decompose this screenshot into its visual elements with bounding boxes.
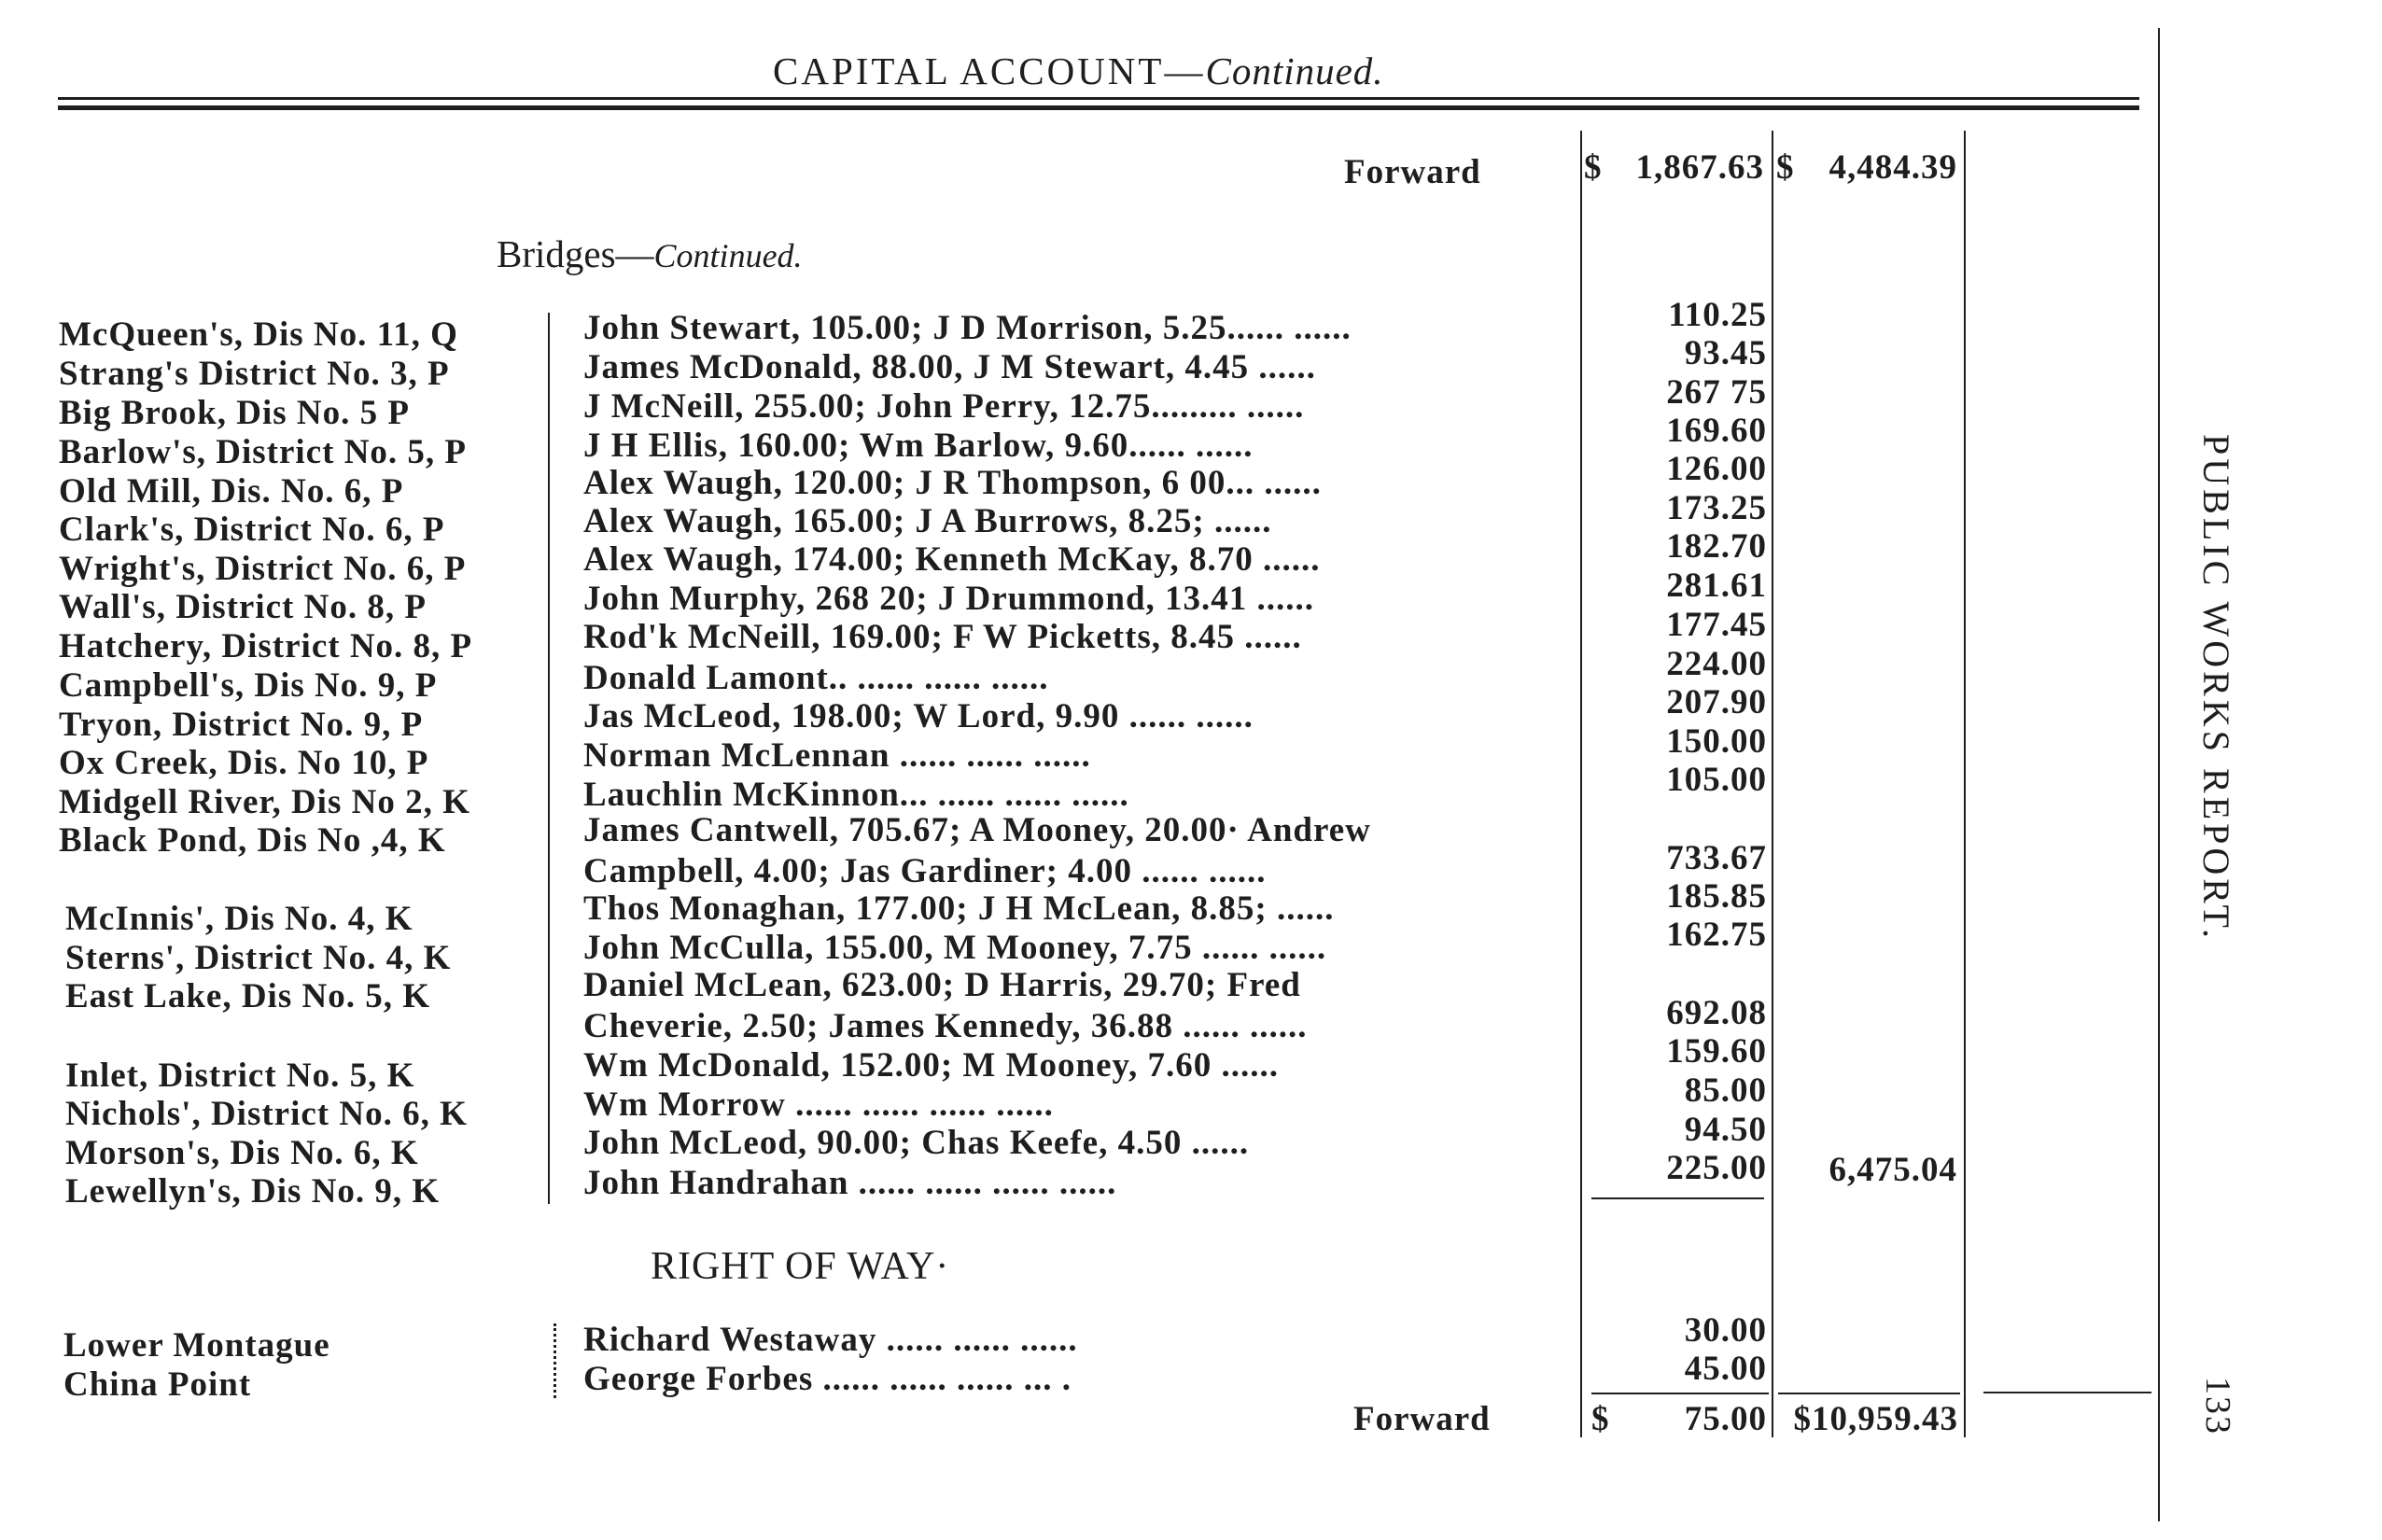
bridge-place: Clark's, District No. 6, P bbox=[59, 511, 445, 549]
bridge-place: Old Mill, Dis. No. 6, P bbox=[59, 472, 404, 511]
forward-top-label: Forward bbox=[1344, 153, 1481, 191]
forward-bottom-rule-2 bbox=[1778, 1393, 1960, 1394]
bridge-place: Barlow's, District No. 5, P bbox=[59, 433, 468, 471]
bridge-payees: Donald Lamont.. ...... ...... ...... bbox=[583, 659, 1049, 697]
place-payee-divider bbox=[548, 313, 550, 1204]
bridges-heading-main: Bridges bbox=[497, 232, 616, 275]
forward-top-col2: 4,484.39 bbox=[1829, 148, 1957, 187]
forward-top-dollar-1: $ bbox=[1584, 148, 1603, 187]
bridge-amount: 93.45 bbox=[1684, 334, 1767, 372]
bridge-amount: 281.61 bbox=[1666, 567, 1767, 605]
bridge-payees: John McLeod, 90.00; Chas Keefe, 4.50 ...... bbox=[583, 1124, 1250, 1162]
bridge-amount: 185.85 bbox=[1666, 877, 1767, 916]
bridge-amount: 225.00 bbox=[1666, 1149, 1767, 1187]
bridge-place: Big Brook, Dis No. 5 P bbox=[59, 394, 410, 432]
bridge-payees: James Cantwell, 705.67; A Mooney, 20.00· Andrew bbox=[583, 811, 1371, 849]
bridge-payees: Rod'k McNeill, 169.00; F W Picketts, 8.45 ...... bbox=[583, 618, 1302, 656]
bridge-amount: 105.00 bbox=[1666, 761, 1767, 799]
bridge-payees: Alex Waugh, 165.00; J A Burrows, 8.25; ...... bbox=[583, 502, 1272, 540]
bridges-heading bbox=[497, 231, 803, 276]
bridge-place: Ox Creek, Dis. No 10, P bbox=[59, 744, 429, 782]
forward-bottom-col2: $10,959.43 bbox=[1793, 1400, 1958, 1438]
bridges-subtotal-rule bbox=[1591, 1197, 1764, 1199]
forward-top-col1: 1,867.63 bbox=[1635, 148, 1764, 187]
forward-bottom-col1: 75.00 bbox=[1684, 1400, 1767, 1438]
bridge-place: Wright's, District No. 6, P bbox=[59, 550, 467, 588]
header-continued: Continued. bbox=[1205, 49, 1384, 92]
bridge-place: Lewellyn's, Dis No. 9, K bbox=[65, 1172, 441, 1211]
bridge-place: Black Pond, Dis No ,4, K bbox=[59, 821, 446, 860]
right-of-way-heading: RIGHT OF WAY· bbox=[651, 1245, 950, 1288]
bridge-amount: 150.00 bbox=[1666, 722, 1767, 761]
right-of-way-amount: 45.00 bbox=[1684, 1350, 1767, 1388]
forward-bottom-rule-1 bbox=[1591, 1393, 1769, 1394]
column1-left-rule bbox=[1580, 131, 1582, 1437]
bridge-amount: 207.90 bbox=[1666, 683, 1767, 721]
bridge-amount: 267 75 bbox=[1666, 373, 1767, 412]
bridge-amount: 85.00 bbox=[1684, 1071, 1767, 1110]
bridge-amount: 159.60 bbox=[1666, 1032, 1767, 1071]
bridge-place: Strang's District No. 3, P bbox=[59, 355, 450, 393]
bridge-amount: 733.67 bbox=[1666, 839, 1767, 877]
bridge-place: Morson's, Dis No. 6, K bbox=[65, 1134, 419, 1172]
bridge-amount: 177.45 bbox=[1666, 606, 1767, 644]
bridges-heading-continued: Continued. bbox=[653, 237, 803, 274]
bridge-amount: 126.00 bbox=[1666, 450, 1767, 488]
bridge-amount: 94.50 bbox=[1684, 1111, 1767, 1149]
forward-bottom-rule-3 bbox=[1983, 1392, 2151, 1393]
forward-top-dollar-2: $ bbox=[1776, 148, 1795, 187]
bridge-payees: Wm Morrow ...... ...... ...... ...... bbox=[583, 1085, 1054, 1124]
right-of-way-payee: Richard Westaway ...... ...... ...... bbox=[583, 1321, 1078, 1359]
column2-left-rule bbox=[1772, 131, 1773, 1437]
bridge-payees: James McDonald, 88.00, J M Stewart, 4.45 ...... bbox=[583, 348, 1316, 386]
bridge-amount: 182.70 bbox=[1666, 527, 1767, 566]
bridge-place: Midgell River, Dis No 2, K bbox=[59, 783, 470, 821]
bridge-amount: 173.25 bbox=[1666, 489, 1767, 527]
right-of-way-payee: George Forbes ...... ...... ...... ... . bbox=[583, 1360, 1072, 1398]
bridge-place: McInnis', Dis No. 4, K bbox=[65, 900, 413, 938]
bridge-place: Nichols', District No. 6, K bbox=[65, 1095, 468, 1133]
bridge-place: Hatchery, District No. 8, P bbox=[59, 627, 473, 665]
bridge-place: East Lake, Dis No. 5, K bbox=[65, 977, 430, 1015]
bridge-payees: Jas McLeod, 198.00; W Lord, 9.90 ...... ...... bbox=[583, 697, 1254, 735]
bridge-payees: Thos Monaghan, 177.00; J H McLean, 8.85; ...... bbox=[583, 889, 1335, 928]
forward-bottom-dollar: $ bbox=[1591, 1400, 1610, 1438]
bridge-payees: J McNeill, 255.00; John Perry, 12.75......... ...... bbox=[583, 387, 1305, 426]
bridge-place: Tryon, District No. 9, P bbox=[59, 706, 424, 744]
bridge-payees: John McCulla, 155.00, M Mooney, 7.75 ...... ...... bbox=[583, 929, 1327, 967]
bridge-payees: John Handrahan ...... ...... ...... ...... bbox=[583, 1164, 1117, 1202]
right-of-way-divider bbox=[553, 1323, 560, 1398]
right-margin-rule bbox=[2158, 28, 2160, 1521]
bridge-payees: Wm McDonald, 152.00; M Mooney, 7.60 ...... bbox=[583, 1046, 1279, 1085]
bridge-payees: John Murphy, 268 20; J Drummond, 13.41 ...... bbox=[583, 580, 1315, 618]
header-title: CAPITAL ACCOUNT bbox=[773, 49, 1165, 92]
bridge-amount: 224.00 bbox=[1666, 645, 1767, 683]
column2-right-rule bbox=[1964, 131, 1966, 1437]
bridge-place: Campbell's, Dis No. 9, P bbox=[59, 666, 438, 705]
forward-bottom-label: Forward bbox=[1353, 1400, 1491, 1438]
bridge-amount: 162.75 bbox=[1666, 916, 1767, 954]
bridge-amount: 692.08 bbox=[1666, 994, 1767, 1032]
right-of-way-place: Lower Montague bbox=[63, 1326, 330, 1365]
bridges-total: 6,475.04 bbox=[1829, 1151, 1957, 1189]
right-of-way-amount: 30.00 bbox=[1684, 1311, 1767, 1350]
bridge-amount: 110.25 bbox=[1668, 296, 1767, 334]
bridge-payees-continued: Cheverie, 2.50; James Kennedy, 36.88 ...... ...... bbox=[583, 1007, 1308, 1045]
bridge-place: Inlet, District No. 5, K bbox=[65, 1057, 415, 1095]
bridge-payees: Norman McLennan ...... ...... ...... bbox=[583, 736, 1091, 775]
bridge-payees: Daniel McLean, 623.00; D Harris, 29.70; Fred bbox=[583, 966, 1301, 1004]
bridge-payees: Lauchlin McKinnon... ...... ...... ...... bbox=[583, 776, 1129, 814]
bridge-payees-continued: Campbell, 4.00; Jas Gardiner; 4.00 ...... ...... bbox=[583, 852, 1267, 890]
side-running-title: PUBLIC WORKS REPORT. bbox=[2195, 434, 2237, 942]
bridge-payees: J H Ellis, 160.00; Wm Barlow, 9.60...... ...... bbox=[583, 427, 1254, 465]
right-of-way-place: China Point bbox=[63, 1365, 252, 1404]
page-number: 133 bbox=[2198, 1377, 2237, 1435]
bridge-payees: John Stewart, 105.00; J D Morrison, 5.25...... ...... bbox=[583, 309, 1352, 347]
bridge-payees: Alex Waugh, 120.00; J R Thompson, 6 00... ...... bbox=[583, 464, 1322, 502]
bridge-amount: 169.60 bbox=[1666, 412, 1767, 450]
bridge-place: Wall's, District No. 8, P bbox=[59, 588, 427, 626]
header-rule-top bbox=[58, 97, 2139, 100]
bridges-heading-dash: — bbox=[615, 232, 654, 275]
header-rule-bottom bbox=[58, 105, 2139, 110]
header-dash: — bbox=[1164, 49, 1206, 92]
bridge-place: McQueen's, Dis No. 11, Q bbox=[59, 315, 458, 354]
bridge-place: Sterns', District No. 4, K bbox=[65, 939, 452, 977]
page-header bbox=[773, 49, 1384, 93]
bridge-payees: Alex Waugh, 174.00; Kenneth McKay, 8.70 ...... bbox=[583, 540, 1321, 579]
